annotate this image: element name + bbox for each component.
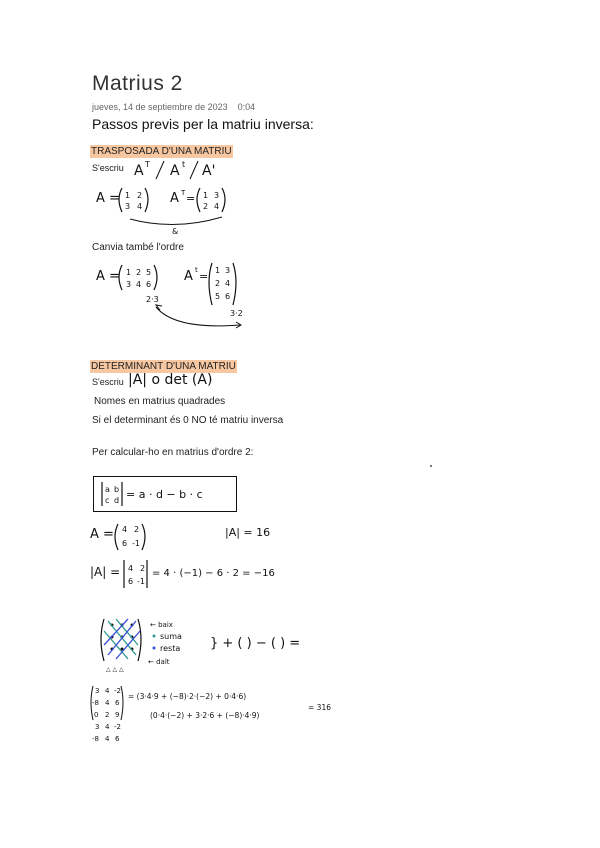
ex2-t11: 1 [215, 266, 221, 275]
ex2-t31: 5 [215, 292, 221, 301]
svg-text:-2: -2 [114, 723, 121, 731]
exA-calc: = 4 · (−1) − 6 · 2 = −16 [152, 568, 275, 579]
svg-text:=: = [199, 270, 209, 283]
svg-text:4: 4 [105, 699, 110, 707]
m3-r5: -8 [92, 735, 99, 743]
ex1-a22: 4 [137, 202, 143, 211]
svg-text:A: A [184, 269, 193, 284]
sescriu-label: S'escriu [92, 163, 124, 173]
det-notation: |A| o det (A) [128, 372, 213, 388]
ex2-a21: 3 [126, 280, 132, 289]
page-date [92, 102, 255, 112]
notation-Aprime: A' [202, 163, 216, 179]
svg-text:A =: A = [96, 191, 120, 206]
ex2-a23: 6 [146, 280, 152, 289]
notation-At: A [170, 163, 180, 179]
notation-T: T [145, 160, 150, 169]
svg-text:-1: -1 [137, 577, 145, 586]
svg-text:A: A [170, 191, 179, 206]
m3-r2: -8 [92, 699, 99, 707]
m3-line2: (0·4·(−2) + 3·2·6 + (−8)·4·9) [150, 711, 260, 720]
svg-text:△ △ △: △ △ △ [106, 666, 124, 673]
sarrus-diagram [98, 615, 328, 675]
svg-text:4: 4 [105, 687, 110, 695]
transpose-handwriting [90, 155, 350, 385]
fm-rhs: = a · d − b · c [126, 488, 203, 501]
note-zero-det: Si el determinant és 0 NO té matriu inversa [92, 415, 284, 426]
ex2-a12: 2 [136, 268, 142, 277]
ex2-a11: 1 [126, 268, 132, 277]
ex2-t22: 4 [225, 279, 231, 288]
stray-dot [430, 465, 432, 467]
svg-text:4: 4 [128, 564, 134, 573]
svg-text:6: 6 [115, 735, 120, 743]
ex1-t11: 1 [203, 191, 209, 200]
svg-text:-2: -2 [114, 687, 121, 695]
svg-text:=: = [186, 192, 196, 205]
section-heading-determinant: DETERMINANT D'UNA MATRIU [91, 361, 236, 372]
note-canvia-ordre: Canvia també l'ordre [92, 242, 184, 253]
svg-text:t: t [195, 266, 198, 274]
fm-a: a [105, 485, 110, 494]
svg-text:4: 4 [105, 735, 110, 743]
exA-22: -1 [132, 539, 140, 548]
m3-r4: 3 [95, 723, 100, 731]
fm-d: d [114, 496, 120, 505]
sarrus-formula: } + ( ) − ( ) = [210, 636, 301, 651]
svg-text:9: 9 [115, 711, 120, 719]
notation-AT: A [134, 163, 144, 179]
fm-c: c [105, 496, 110, 505]
note-order-2: Per calcular-ho en matrius d'ordre 2: [92, 447, 254, 458]
sarrus-note-suma: suma [160, 632, 182, 641]
det-formula [94, 477, 236, 511]
ex1-t12: 3 [214, 191, 220, 200]
ex1-t22: 4 [214, 202, 220, 211]
ex2-t12: 3 [225, 266, 231, 275]
section-heading-transposada: TRASPOSADA D'UNA MATRIU [91, 146, 232, 157]
ex1-a21: 3 [125, 202, 131, 211]
ex2-order-a: 2·3 [146, 295, 159, 304]
notation-t: t [182, 160, 186, 169]
sescriu-label-2: S'escriu [92, 377, 124, 387]
sarrus-note-baix: ← baix [150, 621, 173, 629]
page-title: Matrius 2 [92, 72, 183, 95]
ex1-t21: 2 [203, 202, 209, 211]
det-formula-box [93, 476, 237, 512]
m3-r1: 3 [95, 687, 100, 695]
svg-text:A =: A = [96, 269, 120, 284]
svg-text:2: 2 [140, 564, 146, 573]
ex1-a12: 2 [137, 191, 143, 200]
exA-12: 2 [134, 525, 140, 534]
time-text: 0:04 [237, 102, 256, 112]
ex1-a11: 1 [125, 191, 131, 200]
ex2-t32: 6 [225, 292, 231, 301]
fm-b: b [114, 485, 120, 494]
date-text: jueves, 14 de septiembre de 2023 [92, 102, 228, 112]
svg-text:A =: A = [90, 527, 114, 542]
ex2-a22: 4 [136, 280, 142, 289]
exA-det: |A| = 16 [225, 526, 271, 539]
m3-r3: 0 [94, 711, 99, 719]
det-3x3-example [90, 684, 350, 746]
m3-line1: = (3·4·9 + (−8)·2·(−2) + 0·4·6) [128, 692, 247, 701]
ex2-order-b: 3·2 [230, 309, 243, 318]
sarrus-note-dalt: ← dalt [148, 658, 170, 666]
svg-text:|A| =: |A| = [90, 565, 121, 579]
svg-text:2: 2 [105, 711, 110, 719]
svg-text:&: & [172, 227, 179, 236]
det-example [90, 518, 350, 590]
ex2-t21: 2 [215, 279, 221, 288]
svg-text:T: T [181, 189, 186, 197]
note-square: Nomes en matrius quadrades [94, 396, 226, 407]
svg-text:4: 4 [105, 723, 110, 731]
exA-21: 6 [122, 539, 128, 548]
m3-result: = 316 [308, 703, 331, 712]
svg-text:6: 6 [115, 699, 120, 707]
exA-11: 4 [122, 525, 128, 534]
page-subtitle: Passos previs per la matriu inversa: [92, 116, 314, 132]
sarrus-note-resta: resta [160, 644, 181, 653]
ex2-a13: 5 [146, 268, 152, 277]
svg-text:6: 6 [128, 577, 134, 586]
